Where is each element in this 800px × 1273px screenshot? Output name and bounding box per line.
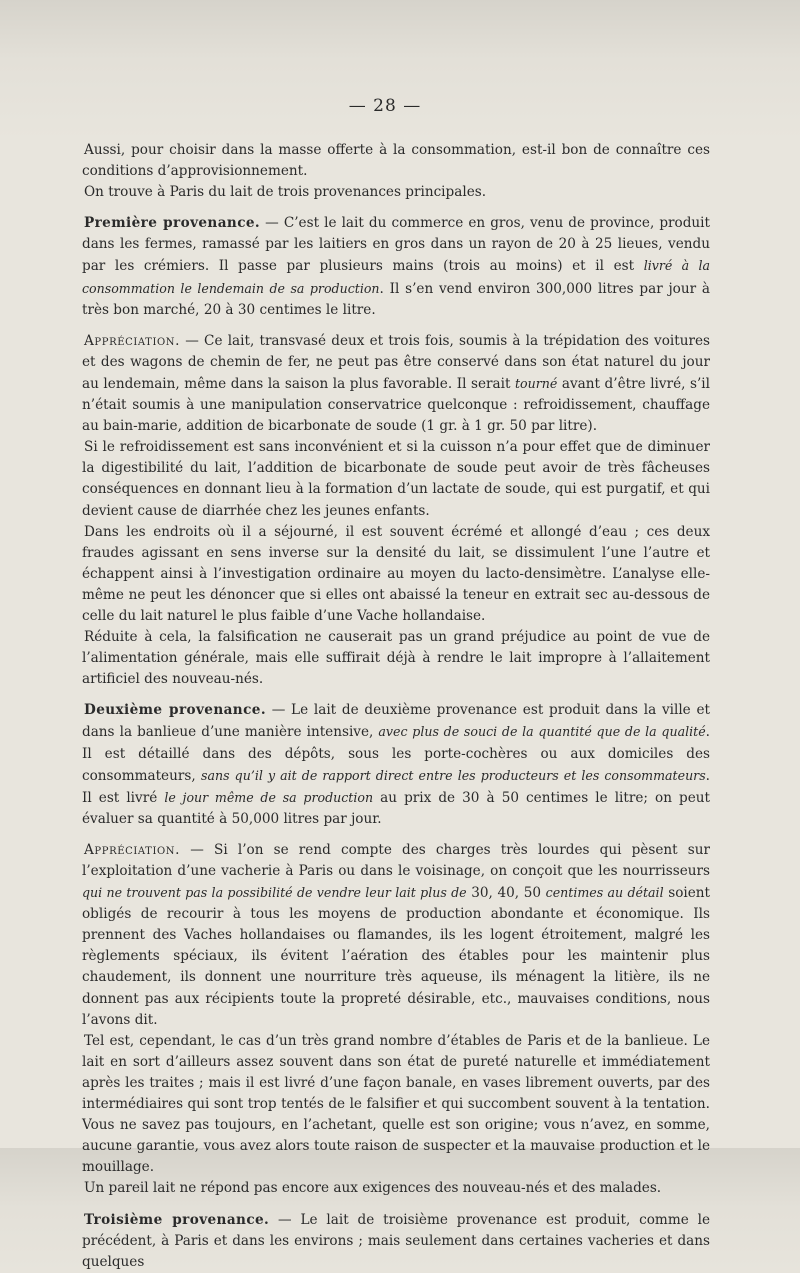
section-second-provenance bbox=[82, 700, 710, 830]
appreciation-label: Appréciation. bbox=[84, 841, 181, 858]
italic-text: centimes au détail bbox=[545, 885, 664, 901]
section-heading: Première provenance. bbox=[84, 215, 261, 232]
paragraph-text: . Il est détaillé dans des dépôts, sous les porte-cochères ou aux domiciles des consommateurs, bbox=[82, 724, 710, 784]
section-first-provenance bbox=[82, 213, 710, 320]
paragraph-text: Aussi, pour choisir dans la masse offerte à la consommation, est-il bon de connaître ces conditions d’approvisionnement. bbox=[82, 142, 710, 180]
paragraph-text: Réduite à cela, la falsification ne causerait pas un grand préjudice au point de vue de l’alimentation générale, mais elle suffirait déjà à rendre le lait impropre à l’allaitement artificiel des nouveau-nés. bbox=[82, 629, 710, 688]
italic-text: avec plus de souci de la quantité que de la qualité bbox=[378, 724, 706, 740]
italic-text: livré à la consommation le lendemain de sa production bbox=[82, 258, 710, 296]
appreciation-paragraph bbox=[82, 331, 710, 437]
paragraph-text: avant d’être livré, s’il n’était soumis à une manipulation conservatrice quelconque : refroidissement, chauffage au bain-marie, addition de bicarbonate de soude (1 gr. à 1 gr. 50 par litre). bbox=[82, 375, 710, 435]
body-text bbox=[82, 140, 710, 1273]
section-heading: Troisième provenance. bbox=[84, 1211, 270, 1228]
paragraph-text: 30, 40, 50 bbox=[466, 885, 546, 902]
paragraph-text: . Il est livré bbox=[82, 767, 710, 806]
paragraph-text: — Si l’on se rend compte des charges très lourdes qui pèsent sur l’exploitation d’une vacherie à Paris ou dans le voisinage, on conçoit que les nourrisseurs bbox=[82, 841, 710, 879]
page-number-text: — 28 — bbox=[348, 96, 422, 116]
section-third-provenance bbox=[82, 1210, 710, 1273]
paragraph-text: . Il s’en vend environ 300,000 litres par jour à très bon marché, 20 à 30 centimes le litre. bbox=[82, 280, 710, 318]
paragraph-text: — Le lait de troisième provenance est produit, comme le précédent, à Paris et dans les environs ; mais seulement dans certaines vacheries et dans quelques bbox=[82, 1211, 710, 1270]
italic-text: sans qu’il y ait de rapport direct entre les producteurs et les consommateurs bbox=[201, 767, 706, 783]
paragraph bbox=[82, 522, 710, 627]
italic-text: tourné bbox=[514, 375, 558, 391]
paragraph bbox=[82, 437, 710, 521]
paragraph-text: Tel est, cependant, le cas d’un très grand nombre d’étables de Paris et de la banlieue. Le lait en sort d’ailleurs assez souvent dans son état de pureté naturelle et immédiatement après les traites ; mais il est livré d’une façon banale, en vases librement ouverts, par des intermédiaires qui sont trop tentés de le falsifier et qui succombent souvent à la tentation. Vous ne savez pas toujours, en l’achetant, quelle est son origine; vous n’avez, en somme, aucune garantie, vous avez alors toute raison de suspecter et la mauvaise production et le mouillage. bbox=[82, 1032, 710, 1176]
paragraph-text: — Ce lait, transvasé deux et trois fois, soumis à la trépidation des voitures et des wagons de chemin de fer, ne peut pas être conservé dans son état naturel du jour au lendemain, même dans la saison la plus favorable. Il serait bbox=[82, 332, 710, 392]
paragraph bbox=[82, 1031, 710, 1179]
italic-text: qui ne trouvent pas la possibilité de vendre leur lait plus de bbox=[82, 885, 467, 901]
appreciation-paragraph bbox=[82, 840, 710, 1031]
paragraph-text: soient obligés de recourir à tous les moyens de production abondante et économique. Ils prennent des Vaches hollandaises ou flamandes, ils les logent étroitement, malgré les règlements spéciaux, ils évitent l’aération des étables pour les maintenir plus chaudement, ils donnent une nourriture très aqueuse, ils ménagent la litière, ils ne donnent pas aux récipients toute la propreté désirable, etc., mauvaises conditions, nous l’avons dit. bbox=[82, 885, 710, 1028]
page-number bbox=[0, 96, 770, 116]
paragraph-text: au prix de 30 à 50 centimes le litre; on peut évaluer sa quantité à 50,000 litres par jour. bbox=[82, 789, 711, 827]
italic-text: le jour même de sa production bbox=[164, 789, 374, 805]
section-heading: Deuxième provenance. bbox=[84, 702, 266, 719]
paragraph-text: Un pareil lait ne répond pas encore aux exigences des nouveau-nés et des malades. bbox=[84, 1180, 662, 1197]
paragraph-text: — Le lait de deuxième provenance est produit dans la ville et dans la banlieue d’une manière intensive, bbox=[82, 702, 710, 741]
paragraph bbox=[82, 182, 710, 203]
paragraph-text: On trouve à Paris du lait de trois provenances principales. bbox=[84, 184, 487, 201]
paragraph bbox=[82, 1178, 710, 1199]
paragraph-text: — C’est le lait du commerce en gros, venu de province, produit dans les fermes, ramassé par les laitiers en gros dans un rayon de 20 à 25 lieues, vendu par les crémiers. Il passe par plusieurs mains (trois au moins) et il est bbox=[82, 215, 710, 275]
paragraph-text: Dans les endroits où il a séjourné, il est souvent écrémé et allongé d’eau ; ces deux fraudes agissant en sens inverse sur la densité du lait, se dissimulent l’une l’autre et échappent ainsi à l’investigation ordinaire au moyen du lacto-densimètre. L’analyse elle-même ne peut les dénoncer que si elles ont abaissé la teneur en extrait sec au-dessous de celle du lait naturel le plus faible d’une Vache hollandaise. bbox=[82, 523, 710, 624]
paragraph bbox=[82, 627, 710, 690]
paragraph bbox=[82, 140, 710, 182]
paragraph-text: Si le refroidissement est sans inconvénient et si la cuisson n’a pour effet que de diminuer la digestibilité du lait, l’addition de bicarbonate de soude peut avoir de très fâcheuses conséquences en donnant lieu à la formation d’un lactate de soude, qui est purgatif, et qui devient cause de diarrhée chez les jeunes enfants. bbox=[82, 439, 710, 519]
appreciation-label: Appréciation. bbox=[84, 332, 181, 349]
